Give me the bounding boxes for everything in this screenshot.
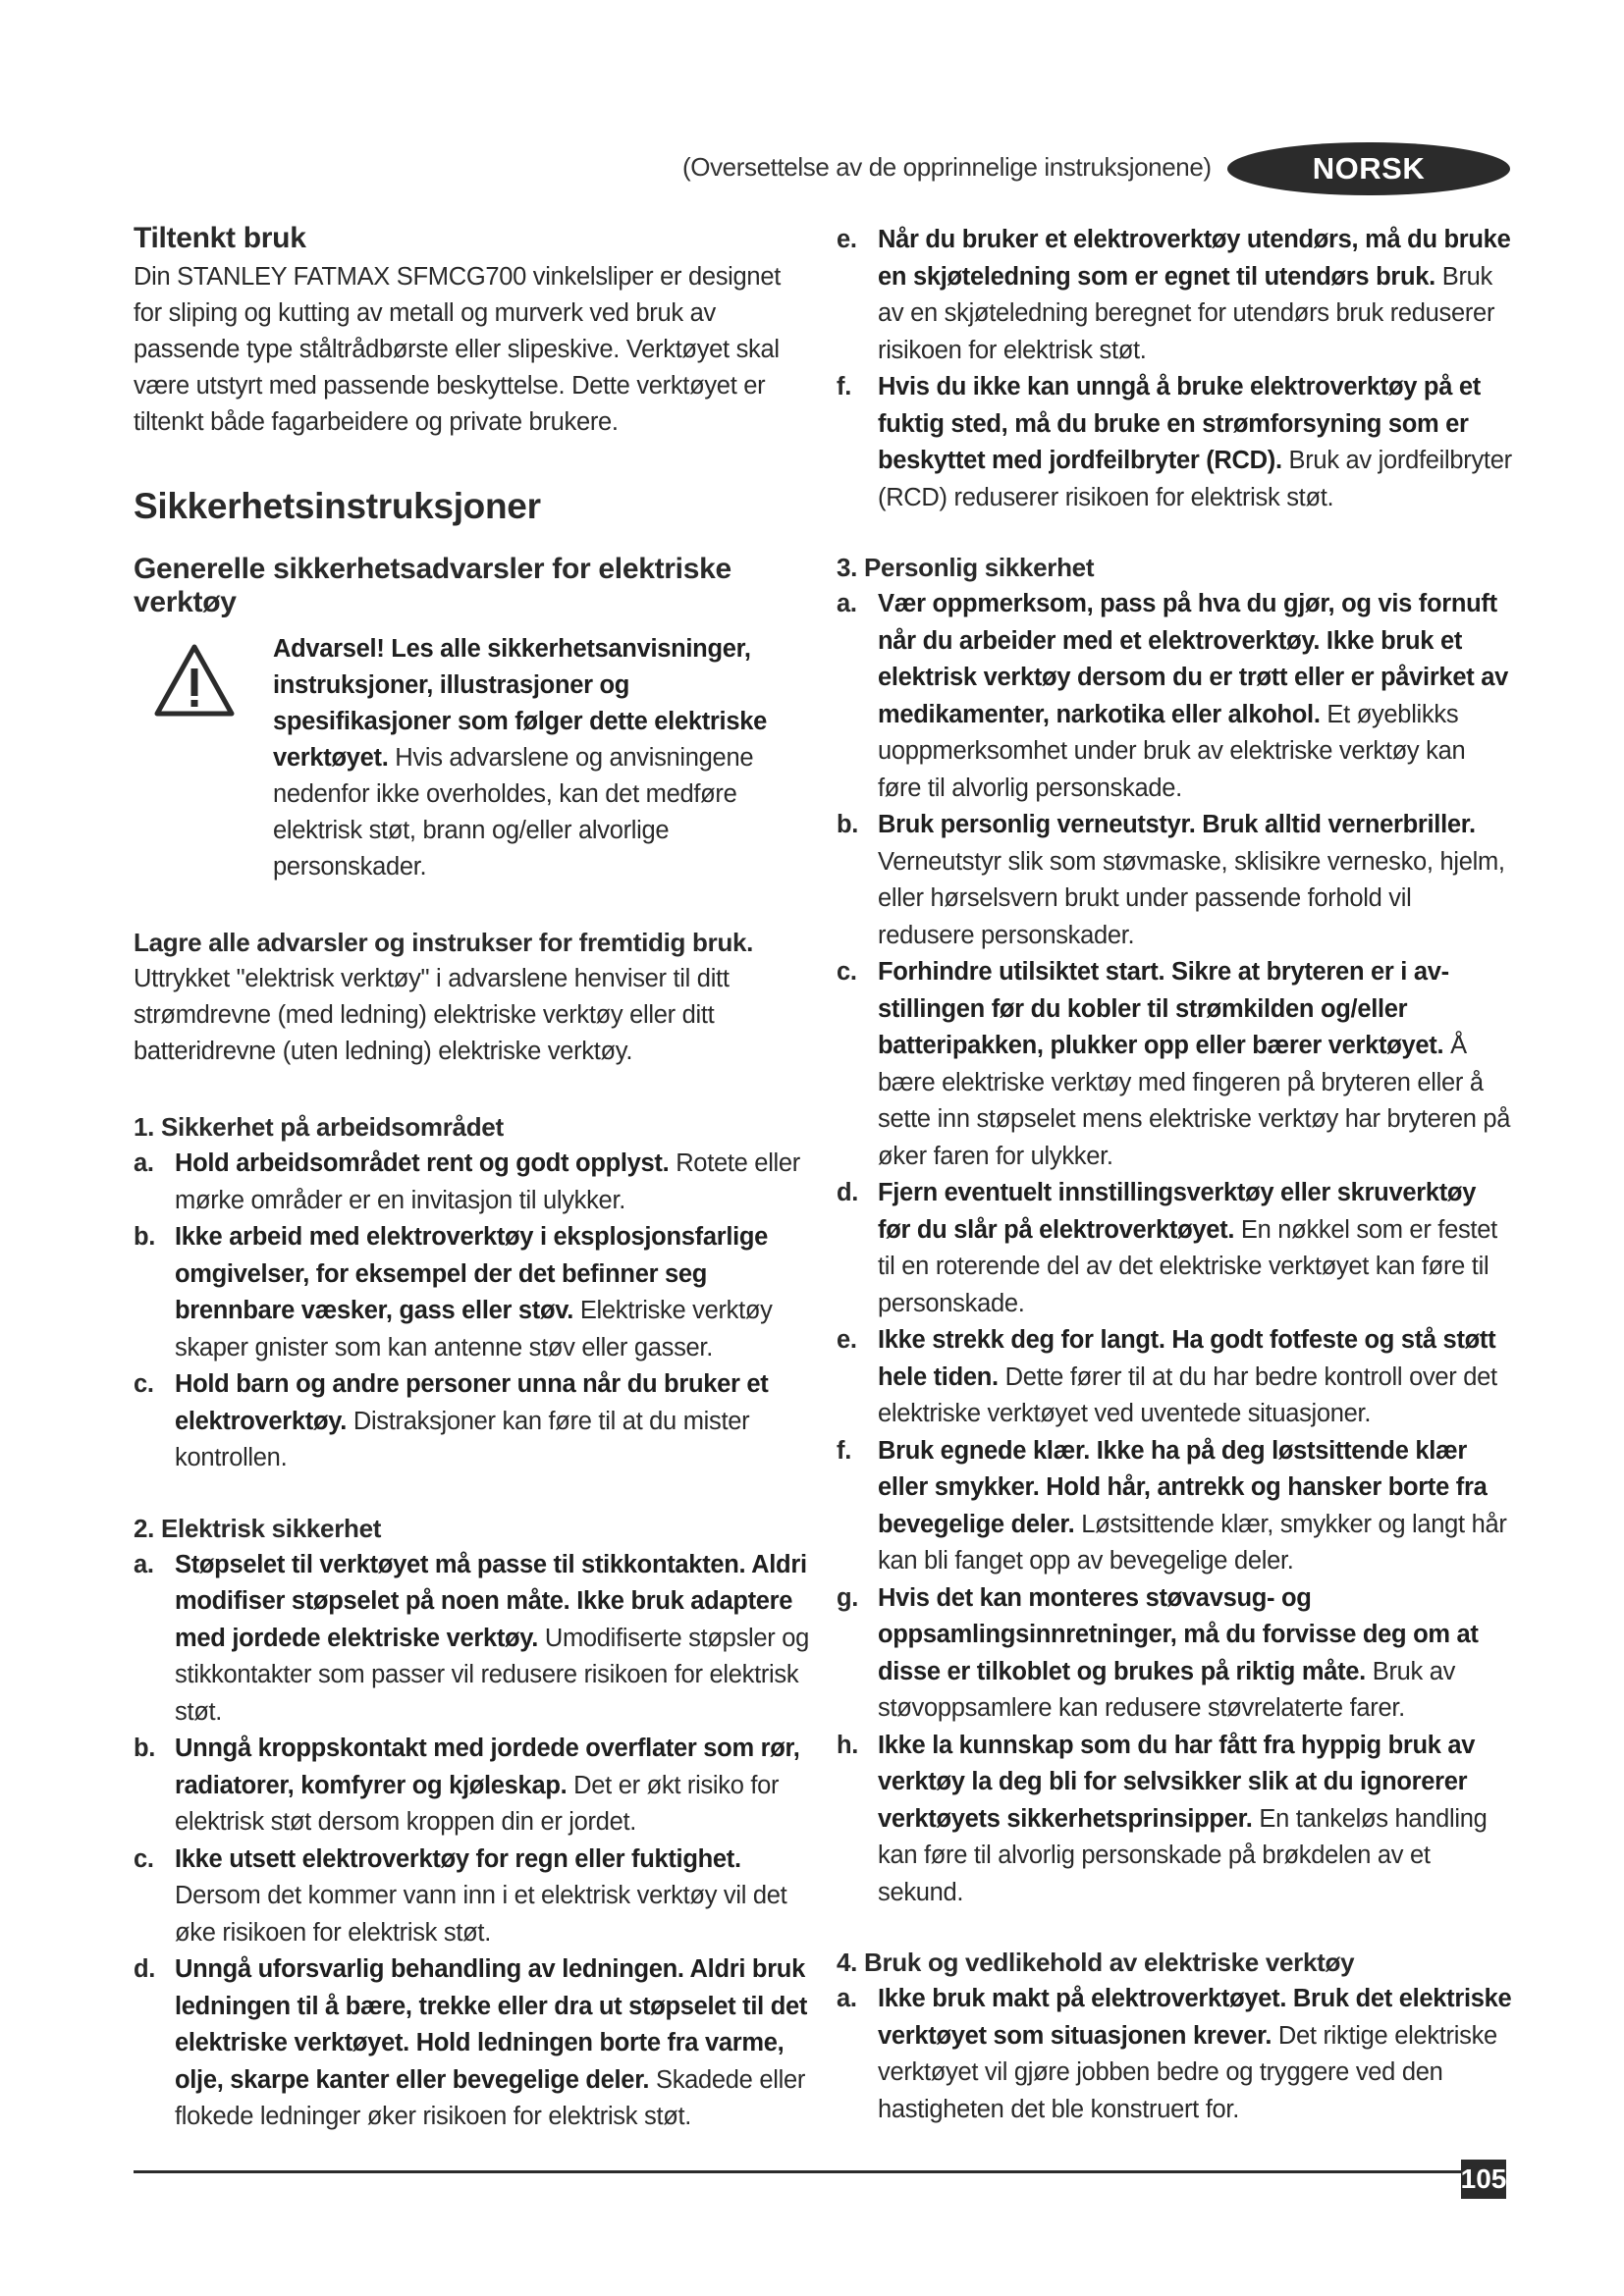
list-item: c. Hold barn og andre personer unna når du bruker et elektroverktøy. Distraksjoner kan føre til at du mister kontrollen. xyxy=(134,1370,769,1471)
list-item: b. Bruk personlig verneutstyr. Bruk alltid vernerbriller. Verneutstyr slik som støvmaske, sklisikre vernesko, hjelm, eller hørselsvern brukt under passende forhold vil redusere personskader. xyxy=(837,811,1505,949)
page-number: 105 xyxy=(1461,2160,1506,2199)
list-item: a. Ikke bruk makt på elektroverktøyet. Bruk det elektriske verktøyet som situasjonen krever. Det riktige elektriske verktøyet vil gjøre jobben bedre og tryggere ved den hastigheten det ble konstruert for. xyxy=(837,1985,1512,2123)
warning-triangle-icon xyxy=(153,643,236,718)
intended-use-text: Din STANLEY FATMAX SFMCG700 vinkelsliper er designet for sliping og kutting av metall og murverk ved bruk av passende type ståltrådbørste eller slipeskive. Verktøyet skal være utstyrt med passende beskyttelse. Dette verktøyet er tiltenkt både fagarbeidere og private brukere. xyxy=(134,263,781,436)
general-warnings-title: Generelle sikkerhetsadvarsler for elektriske verktøy xyxy=(134,553,731,618)
list-item: d. Fjern eventuelt innstillingsverktøy eller skruverktøy før du slår på elektroverktøyet. En nøkkel som er festet til en roterende del av det elektriske verktøyet kan føre til personskade. xyxy=(837,1179,1497,1317)
section3-title: 3. Personlig sikkerhet xyxy=(837,553,1095,582)
language-tab: NORSK xyxy=(1227,142,1510,195)
list-item: e. Ikke strekk deg for langt. Ha godt fotfeste og stå støtt hele tiden. Dette fører til at du har bedre kontroll over det elektriske verktøyet ved uventede situasjoner. xyxy=(837,1326,1497,1427)
list-item: g. Hvis det kan monteres støvavsug- og oppsamlingsinnretninger, må du forvisse deg om at disse er tilkoblet og brukes på riktig måte. Bruk av støvoppsamlere kan redusere støvrelaterte farer. xyxy=(837,1583,1479,1722)
list-item: b. Ikke arbeid med elektroverktøy i eksplosjonsfarlige omgivelser, for eksempel der det befinner seg brennbare væsker, gass eller støv. Elektriske verktøy skaper gnister som kan antenne støv eller gasser. xyxy=(134,1223,773,1362)
warning-text xyxy=(273,631,811,885)
list-item: a. Vær oppmerksom, pass på hva du gjør, og vis fornuft når du arbeider med et elektroverktøy. Ikke bruk et elektrisk verktøy dersom du er trøtt eller er påvirket av medikamenter, narkotika eller alkohol. Et øyeblikks uoppmerksomhet under bruk av elektriske verktøy kan føre til alvorlig personskade. xyxy=(837,590,1508,802)
warning-block xyxy=(134,631,811,885)
list-item: c. Ikke utsett elektroverktøy for regn eller fuktighet. Dersom det kommer vann inn i et elektrisk verktøy vil det øke risikoen for elektrisk støt. xyxy=(134,1844,787,1947)
list-item: d. Unngå uforsvarlig behandling av ledningen. Aldri bruk ledningen til å bære, trekke eller dra ut støpselet til det elektriske verktøyet. Hold ledningen borte fra varme, olje, skarpe kanter eller bevegelige deler. Skadede eller flokede ledninger øker risikoen for elektrisk støt. xyxy=(134,1955,808,2130)
warning-rest: Hvis advarslene og anvisningene nedenfor ikke overholdes, kan det medføre elektrisk støt, brann og/eller alvorlige personskader. xyxy=(273,744,754,881)
list-item: f. Hvis du ikke kan unngå å bruke elektroverktøy på et fuktig sted, må du bruke en strømforsyning som er beskyttet med jordfeilbryter (RCD). Bruk av jordfeilbryter (RCD) reduserer risikoen for elektrisk støt. xyxy=(837,373,1512,511)
header-note: (Oversettelse av de opprinnelige instruksjonene) xyxy=(682,152,1212,182)
footer-rule xyxy=(134,2170,1461,2173)
list-item: a. Støpselet til verktøyet må passe til stikkontakten. Aldri modifiser støpselet på noen måte. Ikke bruk adaptere med jordede elektriske verktøy. Umodifiserte støpsler og stikkontakter som passer vil redusere risikoen for elektrisk støt. xyxy=(134,1550,810,1726)
list-item: b. Unngå kroppskontakt med jordede overflater som rør, radiatorer, komfyrer og kjøleskap. Det er økt risiko for elektrisk støt dersom kroppen din er jordet. xyxy=(134,1735,800,1836)
left-column xyxy=(134,222,811,2136)
warning-bold: Advarsel! Les alle sikkerhetsanvisninger, instruksjoner, illustrasjoner og spesifikasjoner som følger dette elektriske verktøyet. xyxy=(273,635,767,772)
list-item: a. Hold arbeidsområdet rent og godt opplyst. Rotete eller mørke områder er en invitasjon til ulykker. xyxy=(134,1149,800,1214)
intended-use-title: Tiltenkt bruk xyxy=(134,222,306,254)
section4-title: 4. Bruk og vedlikehold av elektriske verktøy xyxy=(837,1948,1355,1977)
safety-title: Sikkerhetsinstruksjoner xyxy=(134,486,541,526)
list-item: e. Når du bruker et elektroverktøy utendørs, må du bruke en skjøteledning som er egnet til utendørs bruk. Bruk av en skjøteledning beregnet for utendørs bruk reduserer risikoen for elektrisk støt. xyxy=(837,226,1511,364)
list-item: h. Ikke la kunnskap som du har fått fra hyppig bruk av verktøy la deg bli for selvsikker slik at du ignorerer verktøyets sikkerhetsprinsipper. En tankeløs handling kan føre til alvorlig personskade på brøkdelen av et sekund. xyxy=(837,1731,1488,1906)
save-instructions-heading: Lagre alle advarsler og instrukser for fremtidig bruk. xyxy=(134,928,754,957)
section2-title: 2. Elektrisk sikkerhet xyxy=(134,1513,382,1543)
right-column xyxy=(837,222,1514,2128)
section1-title: 1. Sikkerhet på arbeidsområdet xyxy=(134,1112,504,1142)
save-instructions-text: Uttrykket "elektrisk verktøy" i advarslene henviser til ditt strømdrevne (med ledning) elektriske verktøy eller ditt batteridrevne (uten ledning) elektriske verktøy. xyxy=(134,965,730,1065)
list-item: c. Forhindre utilsiktet start. Sikre at bryteren er i av-stillingen før du kobler til strømkilden og/eller batteripakken, plukker opp eller bærer verktøyet. Å bære elektriske verktøy med fingeren på bryteren eller å sette inn støpselet mens elektriske verktøy har bryteren på øker faren for ulykker. xyxy=(837,958,1511,1170)
list-item: f. Bruk egnede klær. Ikke ha på deg løstsittende klær eller smykker. Hold hår, antrekk og hansker borte fra bevegelige deler. Løstsittende klær, smykker og langt hår kan bli fanget opp av bevegelige deler. xyxy=(837,1436,1507,1575)
